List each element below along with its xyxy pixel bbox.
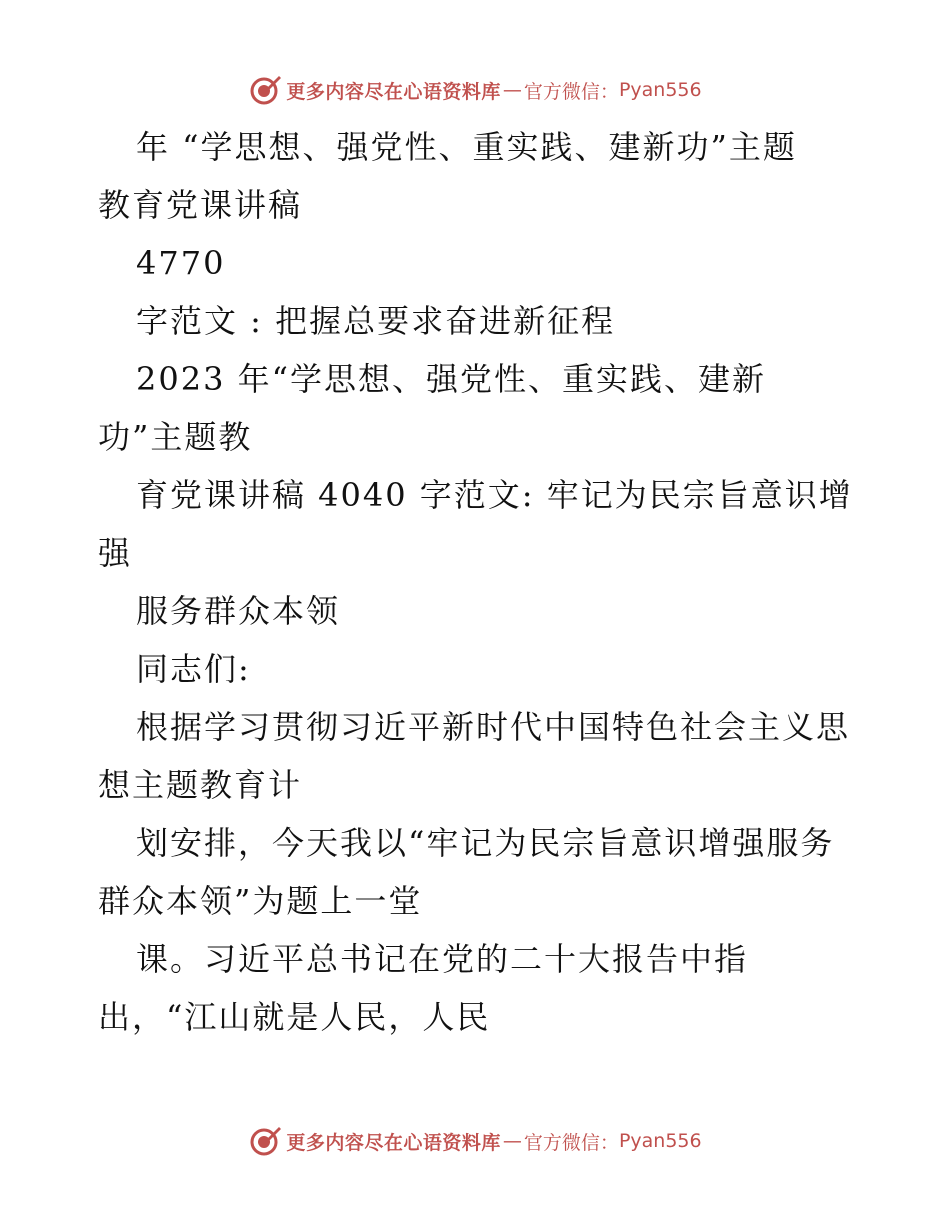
watermark-dash: — — [502, 1130, 522, 1152]
watermark-footer — [0, 1121, 950, 1161]
text-line: 课。习近平总书记在党的二十大报告中指 — [136, 940, 749, 978]
watermark-dash: — — [502, 79, 522, 101]
text-line: 教育党课讲稿 — [98, 186, 303, 224]
text-line: 群众本领”为题上一堂 — [98, 882, 423, 920]
watermark-site-text: 更多内容尽在心语资料库 — [286, 1131, 501, 1154]
document-body — [98, 118, 858, 1046]
text-line: 4770 — [136, 244, 226, 282]
text-line: 年 “学思想、强党性、重实践、建新功”主题 — [136, 128, 797, 166]
text-line: 想主题教育计 — [98, 766, 303, 804]
watermark-account: Pyan556 — [618, 79, 702, 101]
watermark-header — [0, 70, 950, 110]
text-line: 字范文 : 把握总要求奋进新征程 — [136, 302, 616, 340]
text-line: 划安排，今天我以“牢记为民宗旨意识增强服务 — [136, 824, 835, 862]
text-line: 同志们: — [136, 650, 251, 688]
pen-nib-circle-icon — [248, 73, 282, 107]
watermark-label: 官方微信： — [523, 1131, 619, 1154]
text-line: 根据学习贯彻习近平新时代中国特色社会主义思 — [136, 708, 851, 746]
watermark-site-text: 更多内容尽在心语资料库 — [286, 80, 501, 103]
text-line: 出，“江山就是人民，人民 — [98, 998, 491, 1036]
watermark-label: 官方微信： — [523, 80, 619, 103]
pen-nib-circle-icon — [248, 1124, 282, 1158]
text-line: 2023 年“学思想、强党性、重实践、建新 — [136, 360, 766, 398]
text-line: 服务群众本领 — [136, 592, 341, 630]
text-line: 强 — [98, 534, 133, 572]
text-line: 育党课讲稿 4040 字范文: 牢记为民宗旨意识增 — [136, 476, 853, 514]
watermark-account: Pyan556 — [618, 1130, 702, 1152]
text-line: 功”主题教 — [98, 418, 253, 456]
